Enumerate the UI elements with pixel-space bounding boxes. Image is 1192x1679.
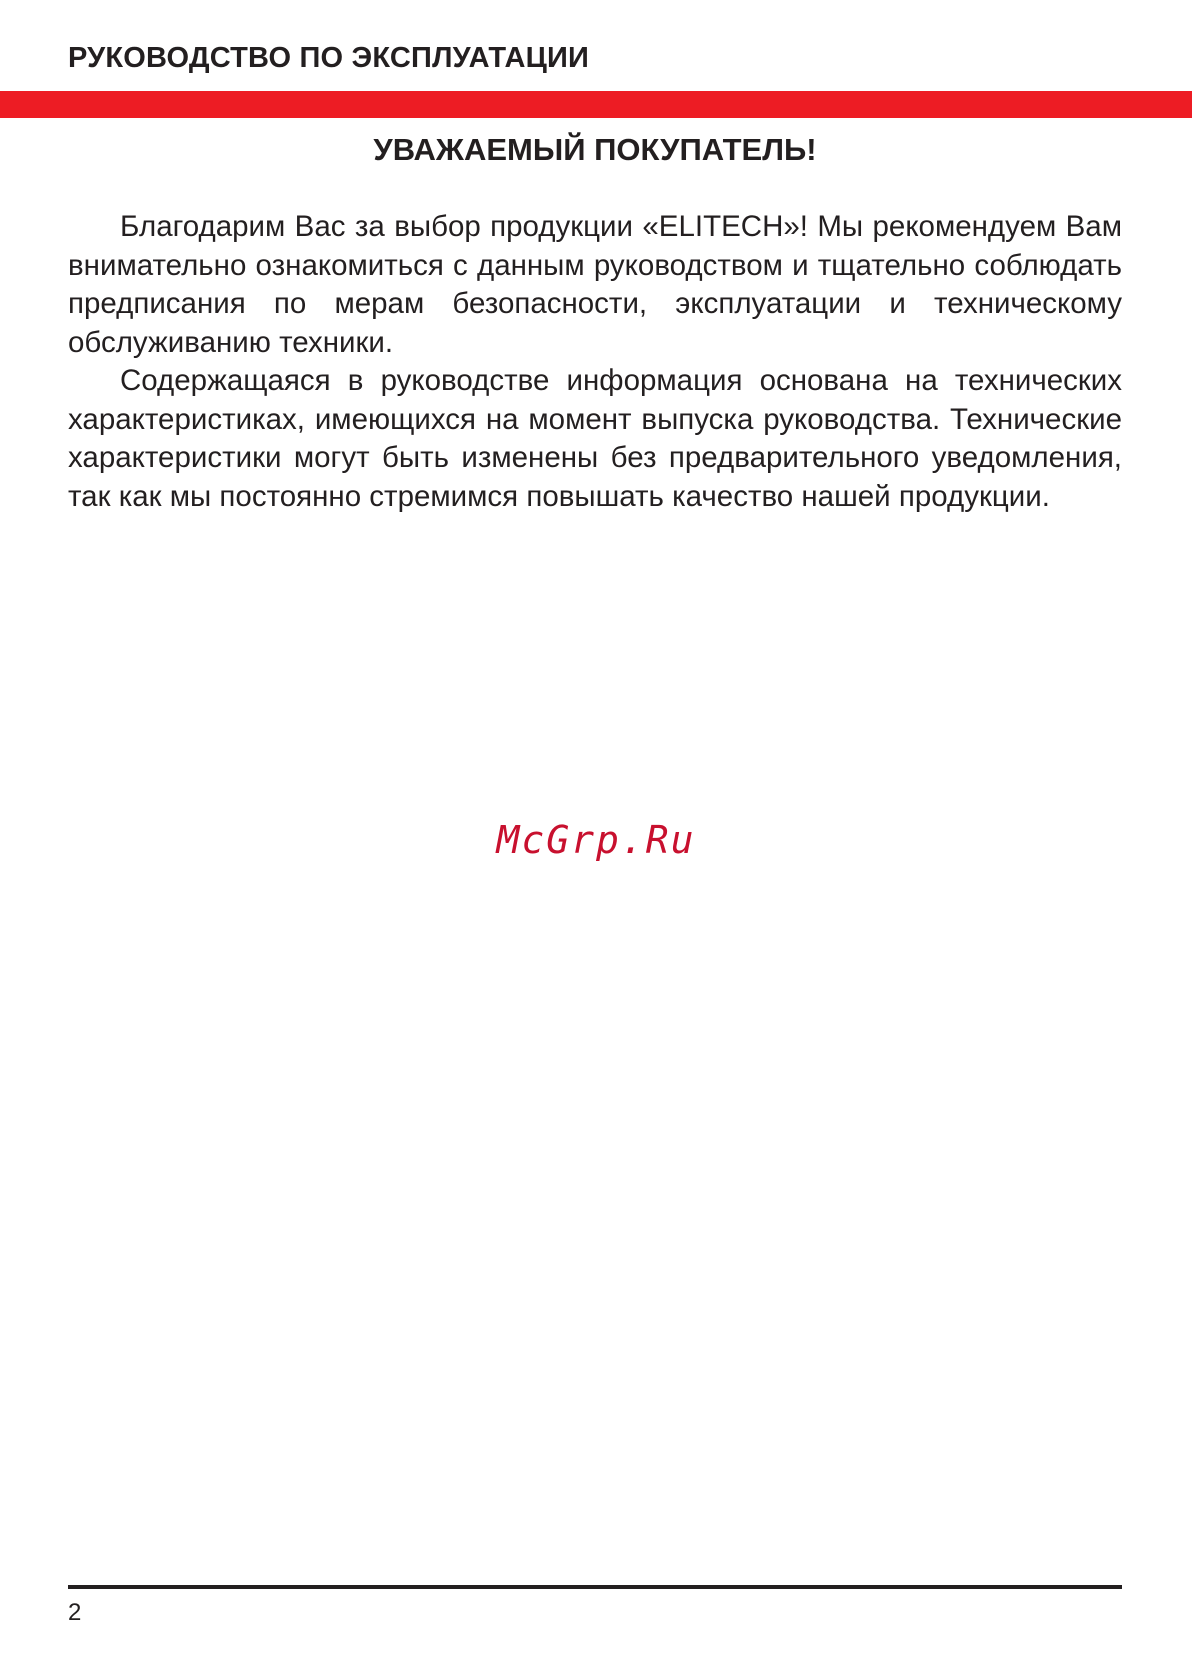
footer-divider	[68, 1585, 1122, 1589]
body-text	[68, 208, 1122, 516]
paragraph-disclaimer: Содержащаяся в руководстве информация основана на технических характеристиках, имеющихся на момент выпуска руководства. Технические характеристики могут быть изменены без предварительного уведомления, так как мы постоянно стремимся повышать качество нашей продукции.	[68, 364, 1122, 513]
greeting-heading: УВАЖАЕМЫЙ ПОКУПАТЕЛЬ!	[373, 132, 817, 167]
page-number: 2	[68, 1599, 82, 1626]
header-red-band	[0, 91, 1192, 118]
paragraph-intro: Благодарим Вас за выбор продукции «ELITECH»! Мы рекомендуем Вам внимательно ознакомиться с данным руководством и тщательно соблюдать предписания по мерам безопасности, эксплуатации и техническому обслуживанию техники.	[68, 210, 1122, 359]
page-header-title: РУКОВОДСТВО ПО ЭКСПЛУАТАЦИИ	[68, 42, 590, 74]
watermark-link[interactable]: McGrp.Ru	[496, 818, 696, 862]
